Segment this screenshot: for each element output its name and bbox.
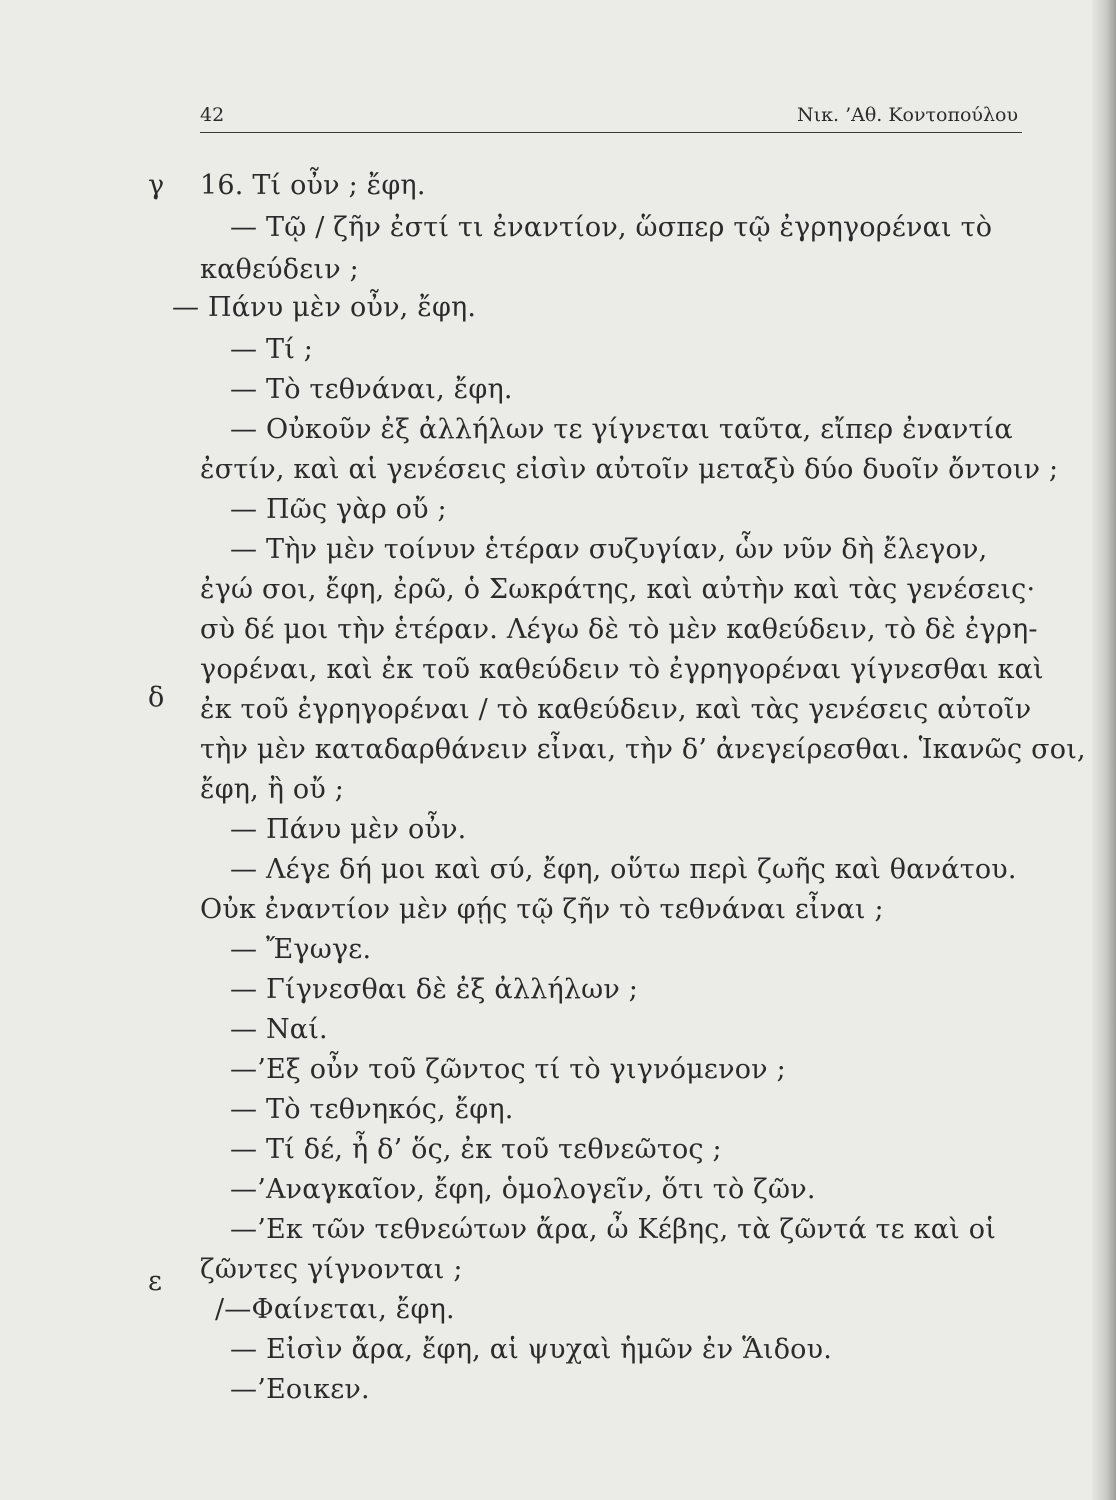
text-line: Οὐκ ἐναντίον μὲν φῄς τῷ ζῆν τὸ τεθνάναι εἶναι ; [200, 894, 884, 925]
text-line: γορέναι, καὶ ἐκ τοῦ καθεύδειν τὸ ἐγρηγορέναι γίγνεσθαι καὶ [200, 654, 1044, 685]
text-line: — Τὴν μὲν τοίνυν ἑτέραν συζυγίαν, ὧν νῦν δὴ ἔλεγον, [230, 534, 988, 565]
text-line: — Γίγνεσθαι δὲ ἐξ ἀλλήλων ; [230, 974, 639, 1005]
margin-marker-epsilon: ε [148, 1266, 162, 1297]
margin-marker-gamma: γ [148, 170, 165, 201]
page-edge-shadow [1092, 0, 1116, 1500]
text-line: — Οὐκοῦν ἐξ ἀλλήλων τε γίγνεται ταῦτα, εἴπερ ἐναντία [230, 414, 1013, 445]
text-line: — Πάνυ μὲν οὖν. [230, 814, 467, 845]
text-line: ἐστίν, καὶ αἱ γενέσεις εἰσὶν αὐτοῖν μεταξὺ δύο δυοῖν ὄντοιν ; [200, 454, 1059, 485]
text-line: —’Εοικεν. [230, 1374, 370, 1405]
text-line: τὴν μὲν καταδαρθάνειν εἶναι, τὴν δ’ ἀνεγείρεσθαι. Ἱκανῶς σοι, [200, 734, 1086, 765]
text-line: — Λέγε δή μοι καὶ σύ, ἔφη, οὕτω περὶ ζωῆς καὶ θανάτου. [230, 854, 1017, 885]
running-head: Νικ. ’Αθ. Κοντοπούλου [797, 104, 1018, 126]
page-number: 42 [200, 104, 225, 126]
text-line: — Ἔγωγε. [230, 934, 372, 965]
text-line: — Τί ; [230, 334, 314, 365]
text-line: — Εἰσὶν ἄρα, ἔφη, αἱ ψυχαὶ ἡμῶν ἐν Ἅιδου. [230, 1334, 833, 1365]
text-line: — Τί δέ, ἦ δ’ ὅς, ἐκ τοῦ τεθνεῶτος ; [230, 1134, 722, 1165]
text-line: — Ναί. [230, 1014, 328, 1045]
text-line: καθεύδειν ; [200, 254, 359, 285]
text-line: ἐγώ σοι, ἔφη, ἐρῶ, ὁ Σωκράτης, καὶ αὐτὴν καὶ τὰς γενέσεις· [200, 574, 1036, 605]
page-header [200, 100, 1022, 133]
text-line: — Τὸ τεθνηκός, ἔφη. [230, 1094, 514, 1125]
text-line: —’Εκ τῶν τεθνεώτων ἄρα, ὦ Κέβης, τὰ ζῶντά τε καὶ οἱ [230, 1214, 996, 1245]
margin-marker-delta: δ [148, 682, 165, 713]
text-line: — Τὸ τεθνάναι, ἔφη. [230, 374, 513, 405]
text-line: σὺ δέ μοι τὴν ἑτέραν. Λέγω δὲ τὸ μὲν καθεύδειν, τὸ δὲ ἐγρη- [200, 614, 1038, 645]
text-line: — Πάνυ μὲν οὖν, ἔφη. [172, 292, 477, 323]
text-line: 16. Τί οὖν ; ἔφη. [200, 170, 426, 201]
text-line: ἐκ τοῦ ἐγρηγορέναι / τὸ καθεύδειν, καὶ τὰς γενέσεις αὐτοῖν [200, 694, 1032, 725]
text-line: — Τῷ / ζῆν ἐστί τι ἐναντίον, ὥσπερ τῷ ἐγρηγορέναι τὸ [230, 212, 993, 243]
text-line: —’Εξ οὖν τοῦ ζῶντος τί τὸ γιγνόμενον ; [230, 1054, 786, 1085]
text-line: /—Φαίνεται, ἔφη. [215, 1294, 455, 1325]
text-line: — Πῶς γὰρ οὔ ; [230, 494, 447, 525]
text-line: ἔφη, ἢ οὔ ; [200, 774, 345, 805]
text-line: ζῶντες γίγνονται ; [200, 1254, 463, 1285]
text-line: —’Αναγκαῖον, ἔφη, ὁμολογεῖν, ὅτι τὸ ζῶν. [230, 1174, 816, 1205]
